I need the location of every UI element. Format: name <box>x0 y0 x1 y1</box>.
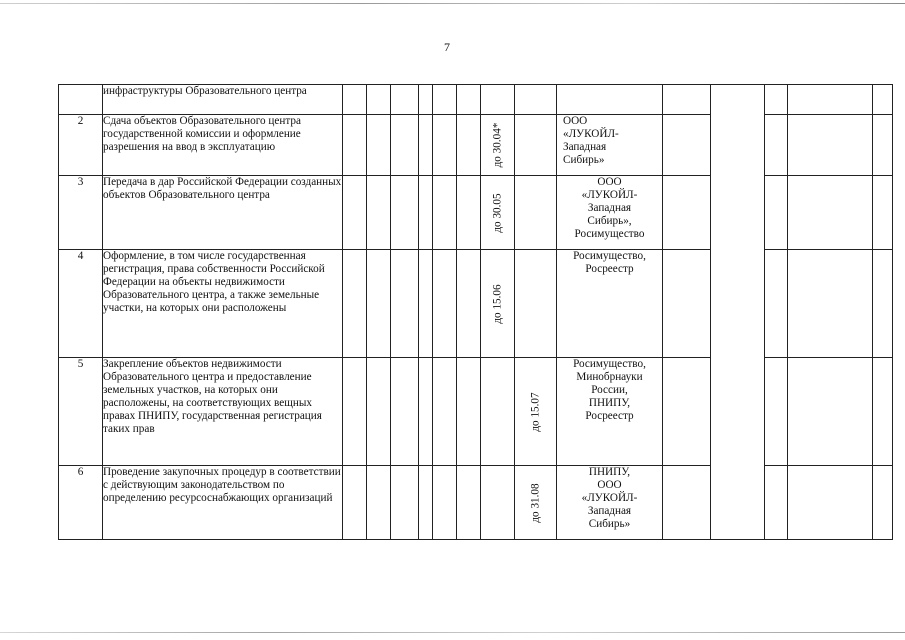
merged-empty-cell <box>711 85 765 540</box>
responsible-line: ПНИПУ, <box>588 466 631 478</box>
timeline-cell <box>391 115 419 176</box>
empty-cell <box>765 115 788 176</box>
timeline-cell <box>343 358 367 466</box>
empty-cell <box>663 85 711 115</box>
responsible-line: «ЛУКОЙЛ- <box>581 189 638 201</box>
timeline-cell <box>367 466 391 540</box>
timeline-cell <box>419 176 433 250</box>
timeline-cell <box>457 466 481 540</box>
timeline-cell <box>457 85 481 115</box>
empty-cell <box>765 466 788 540</box>
responsible-line: Росимущество, <box>573 250 646 262</box>
timeline-cell <box>515 115 557 176</box>
scan-bottom-edge <box>0 632 905 633</box>
deadline-cell <box>481 176 515 250</box>
responsible-organizations <box>557 85 663 115</box>
empty-cell <box>663 176 711 250</box>
empty-cell <box>663 358 711 466</box>
empty-cell <box>765 85 788 115</box>
timeline-cell <box>481 358 515 466</box>
task-description: инфраструктуры Образовательного центра <box>103 85 343 115</box>
timeline-cell <box>419 115 433 176</box>
table-row <box>59 176 893 250</box>
responsible-line: ООО <box>563 115 588 127</box>
empty-cell <box>663 115 711 176</box>
responsible-organizations <box>557 250 663 358</box>
timeline-cell <box>433 115 457 176</box>
task-description: Передача в дар Российской Федерации созданных объектов Образовательного центра <box>103 176 343 250</box>
empty-cell <box>765 176 788 250</box>
page-number: 7 <box>444 40 450 54</box>
timeline-cell <box>515 176 557 250</box>
responsible-organizations <box>557 358 663 466</box>
responsible-line: Сибирь», <box>587 215 632 227</box>
responsible-organizations <box>557 466 663 540</box>
timeline-cell <box>367 250 391 358</box>
row-number <box>59 85 103 115</box>
timeline-cell <box>391 250 419 358</box>
empty-cell <box>788 115 873 176</box>
timeline-cell <box>391 466 419 540</box>
timeline-cell <box>433 85 457 115</box>
timeline-cell <box>367 115 391 176</box>
empty-cell <box>873 176 893 250</box>
responsible-organizations <box>557 176 663 250</box>
timeline-cell <box>343 85 367 115</box>
task-description: Проведение закупочных процедур в соответствии с действующим законодательством по определению ресурсоснабжающих организаций <box>103 466 343 540</box>
timeline-cell <box>457 250 481 358</box>
table-row <box>59 85 893 115</box>
responsible-line: России, <box>591 384 628 396</box>
timeline-cell <box>343 250 367 358</box>
row-number: 2 <box>59 115 103 176</box>
timeline-cell <box>419 358 433 466</box>
responsible-line: Росимущество <box>574 228 645 240</box>
deadline-cell <box>515 466 557 540</box>
responsible-line: ООО <box>597 479 622 491</box>
responsible-line: Минобрнауки <box>576 371 643 383</box>
responsible-line: ООО <box>597 176 622 188</box>
deadline-cell <box>515 358 557 466</box>
timeline-cell <box>343 176 367 250</box>
responsible-line: Росреестр <box>585 263 634 275</box>
empty-cell <box>873 358 893 466</box>
timeline-cell <box>343 466 367 540</box>
scan-top-edge <box>0 3 905 4</box>
timeline-cell <box>343 115 367 176</box>
responsible-line: «ЛУКОЙЛ- <box>563 128 619 140</box>
task-description: Закрепление объектов недвижимости Образовательного центра и предоставление земельных участков, на которых они расположены, на соответствующих вещных правах ПНИПУ, государственная регистрация таких прав <box>103 358 343 466</box>
responsible-line: ПНИПУ, <box>588 397 631 409</box>
empty-cell <box>788 358 873 466</box>
timeline-cell <box>391 85 419 115</box>
table-row <box>59 466 893 540</box>
empty-cell <box>873 115 893 176</box>
empty-cell <box>873 85 893 115</box>
deadline-cell <box>481 115 515 176</box>
empty-cell <box>788 176 873 250</box>
table-row <box>59 358 893 466</box>
responsible-line: Западная <box>587 505 632 517</box>
timeline-cell <box>367 85 391 115</box>
timeline-cell <box>515 250 557 358</box>
deadline-date: до 30.05 <box>491 192 503 233</box>
schedule-table <box>58 84 893 540</box>
responsible-organizations <box>557 115 663 176</box>
timeline-cell <box>515 85 557 115</box>
responsible-line: Западная <box>587 202 632 214</box>
deadline-date: до 31.08 <box>529 482 541 523</box>
empty-cell <box>663 250 711 358</box>
empty-cell <box>788 85 873 115</box>
responsible-line: Сибирь» <box>588 518 631 530</box>
timeline-cell <box>367 176 391 250</box>
table-row <box>59 250 893 358</box>
empty-cell <box>788 466 873 540</box>
timeline-cell <box>481 85 515 115</box>
timeline-cell <box>457 115 481 176</box>
deadline-date: до 15.06 <box>491 283 503 324</box>
timeline-cell <box>367 358 391 466</box>
timeline-cell <box>419 250 433 358</box>
empty-cell <box>765 250 788 358</box>
timeline-cell <box>433 250 457 358</box>
timeline-cell <box>391 358 419 466</box>
timeline-cell <box>419 466 433 540</box>
responsible-line: Западная <box>563 141 607 153</box>
task-description: Оформление, в том числе государственная регистрация, права собственности Российской Федерации на объекты недвижимости Образовательного центра, а также земельные участки, на которых они расположены <box>103 250 343 358</box>
row-number: 4 <box>59 250 103 358</box>
responsible-line: Росимущество, <box>573 358 646 370</box>
responsible-line: Сибирь» <box>563 154 605 166</box>
empty-cell <box>873 250 893 358</box>
row-number: 3 <box>59 176 103 250</box>
timeline-cell <box>419 85 433 115</box>
empty-cell <box>765 358 788 466</box>
responsible-line: «ЛУКОЙЛ- <box>581 492 638 504</box>
task-description: Сдача объектов Образовательного центра государственной комиссии и оформление разрешения на ввод в эксплуатацию <box>103 115 343 176</box>
timeline-cell <box>457 358 481 466</box>
deadline-cell <box>481 250 515 358</box>
row-number: 6 <box>59 466 103 540</box>
deadline-date: до 30.04* <box>491 122 503 168</box>
empty-cell <box>788 250 873 358</box>
timeline-cell <box>457 176 481 250</box>
timeline-cell <box>433 466 457 540</box>
timeline-cell <box>481 466 515 540</box>
timeline-cell <box>391 176 419 250</box>
row-number: 5 <box>59 358 103 466</box>
deadline-date: до 15.07 <box>529 391 541 432</box>
empty-cell <box>873 466 893 540</box>
timeline-cell <box>433 358 457 466</box>
empty-cell <box>663 466 711 540</box>
responsible-line: Росреестр <box>585 410 634 422</box>
table-row <box>59 115 893 176</box>
timeline-cell <box>433 176 457 250</box>
